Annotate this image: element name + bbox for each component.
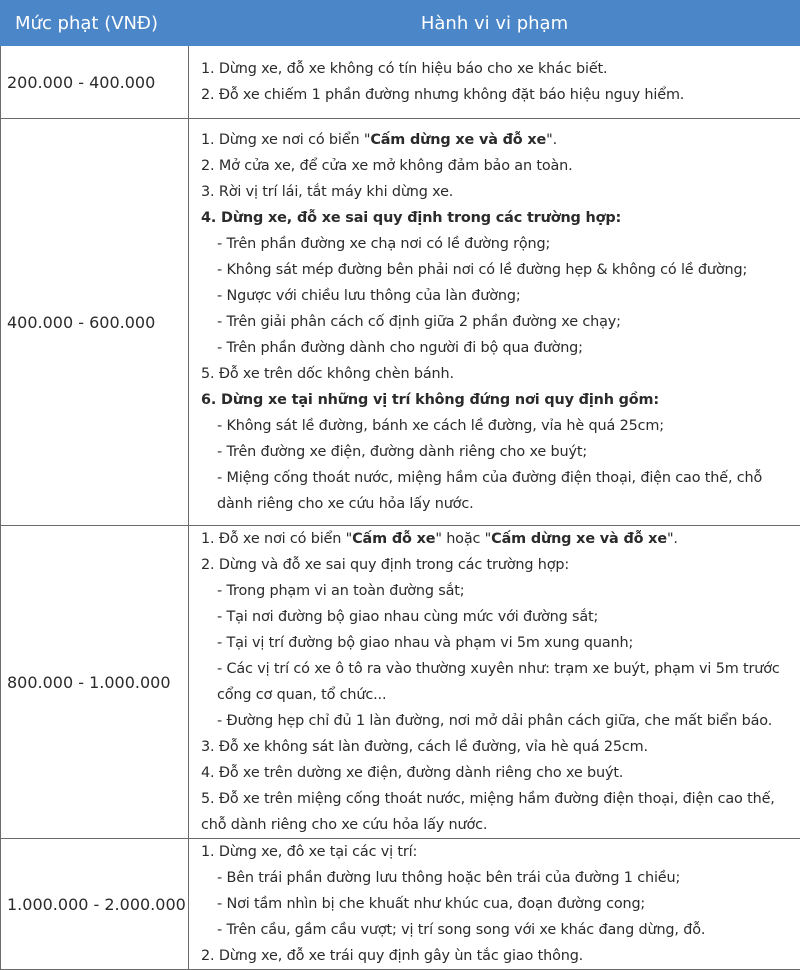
violation-line: 1. Đỗ xe nơi có biển "Cấm đỗ xe" hoặc "Cấm dừng xe và đỗ xe". — [201, 526, 794, 552]
violation-subline: dành riêng cho xe cứu hỏa lấy nước. — [201, 491, 794, 517]
header-violation: Hành vi vi phạm — [189, 1, 800, 46]
violation-subline: - Trong phạm vi an toàn đường sắt; — [201, 578, 794, 604]
violation-line: 5. Đỗ xe trên dốc không chèn bánh. — [201, 361, 794, 387]
violation-line: 2. Dừng xe, đỗ xe trái quy định gây ùn tắc giao thông. — [201, 943, 794, 969]
violation-list — [189, 119, 800, 526]
violation-line: 3. Đỗ xe không sát làn đường, cách lề đường, vỉa hè quá 25cm. — [201, 734, 794, 760]
fine-amount: 400.000 - 600.000 — [1, 119, 189, 526]
violation-subline: - Đường hẹp chỉ đủ 1 làn đường, nơi mở dải phân cách giữa, che mất biển báo. — [201, 708, 794, 734]
violation-subline: - Tại nơi đường bộ giao nhau cùng mức với đường sắt; — [201, 604, 794, 630]
violation-line: 2. Đỗ xe chiếm 1 phần đường nhưng không đặt báo hiệu nguy hiểm. — [201, 82, 794, 108]
violation-line: 1. Dừng xe, đô xe tại các vị trí: — [201, 839, 794, 865]
table-row — [1, 119, 800, 526]
sign-name: Cấm dừng xe và đỗ xe — [370, 132, 546, 148]
fine-amount: 1.000.000 - 2.000.000 — [1, 839, 189, 970]
table-row — [1, 526, 800, 839]
violation-line: 4. Đỗ xe trên dường xe điện, đường dành riêng cho xe buýt. — [201, 760, 794, 786]
violation-subline: - Các vị trí có xe ô tô ra vào thường xuyên như: trạm xe buýt, phạm vi 5m trước — [201, 656, 794, 682]
violation-heading: 6. Dừng xe tại những vị trí không đứng nơi quy định gồm: — [201, 387, 794, 413]
violation-subline: cổng cơ quan, tổ chức... — [201, 682, 794, 708]
sign-name: Cấm đỗ xe — [352, 531, 435, 547]
violation-subline: - Trên đường xe điện, đường dành riêng cho xe buýt; — [201, 439, 794, 465]
violation-subline: - Nơi tầm nhìn bị che khuất như khúc cua, đoạn đường cong; — [201, 891, 794, 917]
table-row — [1, 46, 800, 119]
header-row — [1, 1, 800, 46]
violation-list — [189, 839, 800, 970]
violation-line: 5. Đỗ xe trên miệng cống thoát nước, miệng hầm đường điện thoại, điện cao thế, — [201, 786, 794, 812]
violation-line: 2. Mở cửa xe, để cửa xe mở không đảm bảo an toàn. — [201, 153, 794, 179]
violation-list — [189, 526, 800, 839]
violation-subline: - Không sát lề đường, bánh xe cách lề đường, vỉa hè quá 25cm; — [201, 413, 794, 439]
sign-name: Cấm dừng xe và đỗ xe — [491, 531, 667, 547]
violation-subline: - Miệng cống thoát nước, miệng hầm của đường điện thoại, điện cao thế, chỗ — [201, 465, 794, 491]
violation-subline: - Trên cầu, gầm cầu vượt; vị trí song song với xe khác đang dừng, đỗ. — [201, 917, 794, 943]
violation-line: 3. Rời vị trí lái, tắt máy khi dừng xe. — [201, 179, 794, 205]
violation-list — [189, 46, 800, 119]
violation-subline: - Ngược với chiều lưu thông của làn đường; — [201, 283, 794, 309]
violation-line: 1. Dừng xe, đỗ xe không có tín hiệu báo cho xe khác biết. — [201, 56, 794, 82]
header-fine: Mức phạt (VNĐ) — [1, 1, 189, 46]
violation-subline: - Trên giải phân cách cố định giữa 2 phần đường xe chạy; — [201, 309, 794, 335]
violation-line: 2. Dừng và đỗ xe sai quy định trong các trường hợp: — [201, 552, 794, 578]
violation-subline: - Bên trái phần đường lưu thông hoặc bên trái của đường 1 chiều; — [201, 865, 794, 891]
violation-line: 1. Dừng xe nơi có biển "Cấm dừng xe và đỗ xe". — [201, 127, 794, 153]
violation-subline: - Không sát mép đường bên phải nơi có lề đường hẹp & không có lề đường; — [201, 257, 794, 283]
violation-subline: - Trên phần đường xe chạ nơi có lề đường rộng; — [201, 231, 794, 257]
violation-subline: - Trên phần đường dành cho người đi bộ qua đường; — [201, 335, 794, 361]
fine-amount: 800.000 - 1.000.000 — [1, 526, 189, 839]
violation-subline: - Tại vị trí đường bộ giao nhau và phạm vi 5m xung quanh; — [201, 630, 794, 656]
table-row — [1, 839, 800, 970]
violation-heading: 4. Dừng xe, đỗ xe sai quy định trong các trường hợp: — [201, 205, 794, 231]
fine-amount: 200.000 - 400.000 — [1, 46, 189, 119]
violation-line: chỗ dành riêng cho xe cứu hỏa lấy nước. — [201, 812, 794, 838]
